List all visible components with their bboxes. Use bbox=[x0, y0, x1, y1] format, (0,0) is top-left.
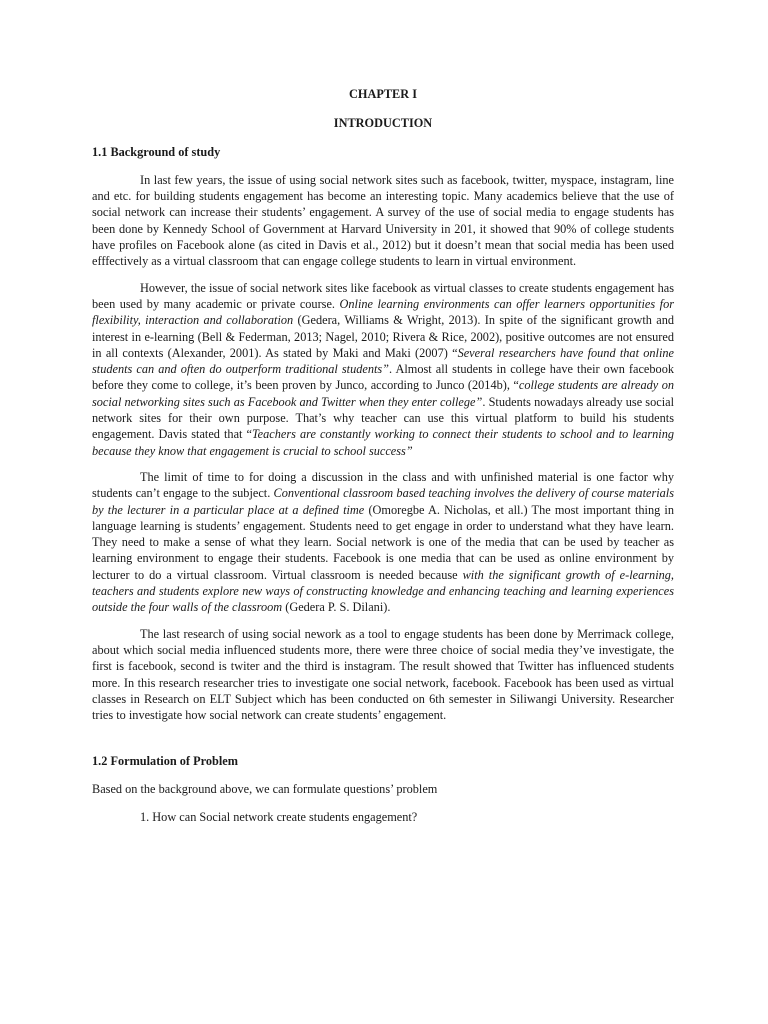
paragraph-3-text: (Omoregbe A. Nicholas, et all.) The most important thing in language learning is students’ engagement. Students need to get engage in order to understand what they have learn. They need to make a sense of what they learn. Social network is one of the media that can be used by teacher as learning environment to engage their students. Facebook is one media that can be used as online environment by lecturer to do a virtual classroom. Virtual classroom is needed because bbox=[92, 502, 674, 582]
paragraph-2-text: (Gedera, Williams & Wright, 2013). In spite of the significant growth and interest in e-learning (Bell & Federman, 2013; Nagel, 2010; Rivera & Rice, 2002), positive outcomes are not ensured in all contexts (Alexander, 2001). As stated by Maki and Maki (2007) “ bbox=[92, 313, 674, 360]
paragraph-2-quote: Online learning environments can offer learners opportunities for flexibility, interaction and collaboration bbox=[92, 296, 674, 328]
paragraph-2-quote: college students are already on social networking sites such as Facebook and Twitter when they enter college” bbox=[92, 378, 674, 409]
paragraph-2-text: . Students nowadays already use social network sites for their own purpose. That’s why teacher can use this virtual platform to build his students engagement. Davis stated that “ bbox=[92, 394, 674, 442]
document-body bbox=[92, 86, 674, 825]
chapter-title: INTRODUCTION bbox=[333, 116, 433, 131]
paragraph-3-quote: Conventional classroom based teaching involves the delivery of course materials by the lecturer in a particular place at a defined time bbox=[92, 486, 674, 517]
formulation-intro: Based on the background above, we can formulate questions’ problem bbox=[92, 781, 438, 796]
paragraph-2-text: However, the issue of social network sites like facebook as virtual classes to create students engagement has been used by many academic or private course. bbox=[92, 280, 674, 311]
chapter-label: CHAPTER I bbox=[349, 87, 417, 101]
paragraph-2-text: . Almost all students in college have their own facebook before they come to college, it’s been proven by Junco, according to Junco (2014b), “ bbox=[92, 362, 674, 393]
paragraph-3-text: (Gedera P. S. Dilani). bbox=[282, 600, 391, 615]
paragraph-2-quote: Teachers are constantly working to connect their students to school and to learning because they know that engagement is crucial to school success” bbox=[92, 427, 675, 458]
paragraph-2-quote: Several researchers have found that online students can and often do outperform traditional students” bbox=[92, 345, 674, 377]
question-item: 1. How can Social network create students engagement? bbox=[140, 809, 418, 824]
paragraph-3-text: The limit of time to for doing a discussion in the class and with unfinished material is one factor why students can’t engage to the subject. bbox=[92, 469, 674, 501]
paragraph-3 bbox=[92, 469, 674, 616]
paragraph-4: The last research of using social nework as a tool to engage students has been done by Merrimack college, about which social media influenced students more, there were three choice of social media they’ve investigate, the first is facebook, second is twiter and the third is instagram. The result showed that Twitter has influenced students more. In this research researcher tries to investigate one social network, facebook. Facebook has been used as virtual classes in Research on ELT Subject which has been conducted on 6th semester in Siliwangi University. Researcher tries to investigate how social network can create students’ engagement. bbox=[92, 626, 674, 723]
section-heading-background: 1.1 Background of study bbox=[92, 144, 221, 159]
paragraph-1: In last few years, the issue of using social network sites such as facebook, twitter, myspace, instagram, line and etc. for building students engagement has become an interesting topic. Many academics believe that the use of social network can increase their students’ engagement. A survey of the use of social media to engage students has been done by Kennedy School of Government at Harvard University in 201, it showed that 90% of college students have profiles on Facebook alone (as cited in Davis et al., 2012) but it doesn’t mean that social media has been used efffectively as a virtual classroom that can engage college students to learn in virtual environment. bbox=[92, 172, 674, 269]
section-heading-formulation: 1.2 Formulation of Problem bbox=[92, 754, 238, 769]
paragraph-2 bbox=[92, 280, 674, 459]
paragraph-3-quote: with the significant growth of e-learning, teachers and students explore new ways of constructing knowledge and enhancing teaching and learning experiences outside the four walls of the classroom bbox=[92, 567, 674, 615]
